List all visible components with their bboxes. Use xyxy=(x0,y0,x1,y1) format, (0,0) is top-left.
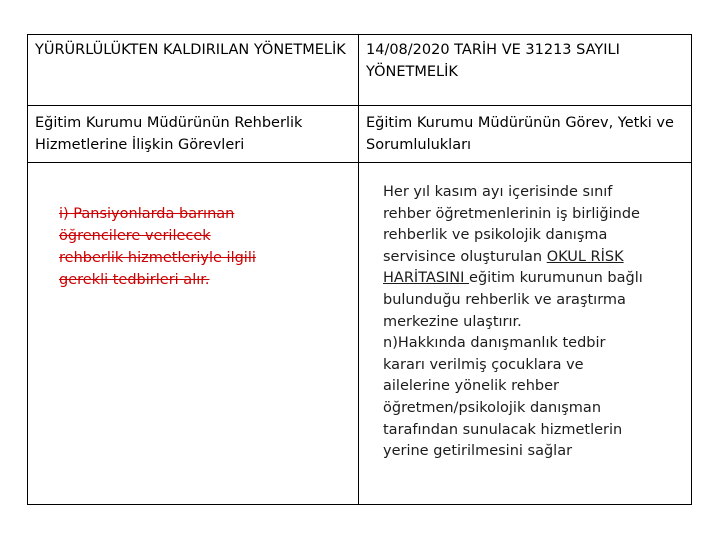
content-row xyxy=(28,163,692,505)
school-risk-map-emphasis: OKUL RİSK HARİTASINI xyxy=(383,248,624,287)
subheader-row xyxy=(28,106,692,163)
risk-map-paragraph xyxy=(383,182,651,333)
clause-n-paragraph: n)Hakkında danışmanlık tedbir kararı verilmiş çocuklara ve ailelerine yönelik rehber öğretmen/psikolojik danışman tarafından sunulacak hizmetlerin yerine getirilmesini sağlar xyxy=(383,335,623,460)
new-regulation-header: 14/08/2020 TARİH VE 31213 SAYILI YÖNETMELİK xyxy=(359,35,692,106)
repealed-clause-text: i) Pansiyonlarda barınan öğrencilere verilecek rehberlik hizmetleriyle ilgili gerekli tedbirleri alır. xyxy=(59,206,256,288)
risk-map-text-end: eğitim kurumunun bağlı bulunduğu rehberlik ve araştırma merkezine ulaştırır. xyxy=(383,270,643,330)
comparison-table xyxy=(27,34,692,505)
old-duties-title: Eğitim Kurumu Müdürünün Rehberlik Hizmetlerine İlişkin Görevleri xyxy=(28,106,359,163)
new-content-cell xyxy=(359,163,692,505)
new-clause-text xyxy=(383,182,651,463)
old-content-cell xyxy=(28,163,359,505)
repealed-regulation-header: YÜRÜRLÜLÜKTEN KALDIRILAN YÖNETMELİK xyxy=(28,35,359,106)
risk-map-text-start: Her yıl kasım ayı içerisinde sınıf rehber öğretmenlerinin iş birliğinde rehberlik ve psikolojik danışma servisince oluşturulan xyxy=(383,184,640,265)
header-row xyxy=(28,35,692,106)
new-duties-title: Eğitim Kurumu Müdürünün Görev, Yetki ve Sorumlulukları xyxy=(359,106,692,163)
